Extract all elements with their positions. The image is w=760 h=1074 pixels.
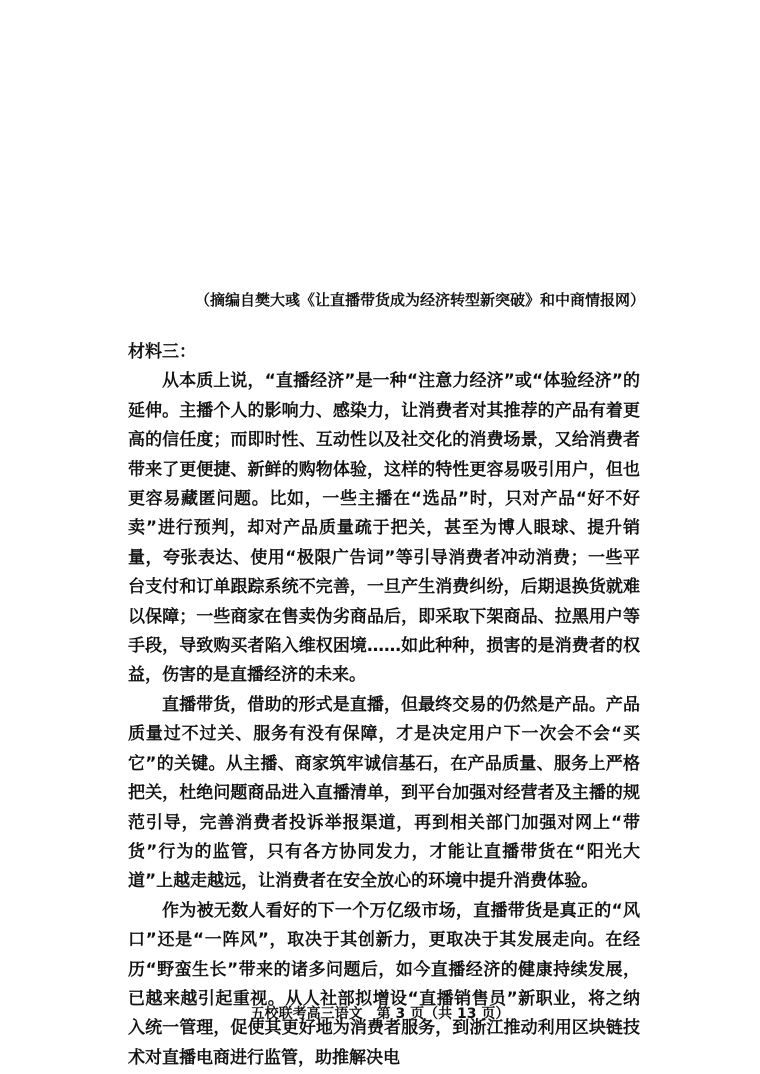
paragraph: 作为被无数人看好的下一个万亿级市场，直播带货是真正的“风口”还是“一阵风”，取决于其创新力，更取决于其发展走向。在经历“野蛮生长”带来的诸多问题后，如今直播经济的健康持续发展，已越来越引起重视。从人社部拟增设“直播销售员”新职业，将之纳入统一管理，促使其更好地为消费者服务，到浙江推动利用区块链技术对直播电商进行监管，助推解决电 [128,900,640,1068]
page-footer: 五校联考高三语文 第 3 页（共 13 页） [250,1006,510,1022]
paragraph: 直播带货，借助的形式是直播，但最终交易的仍然是产品。产品质量过不过关、服务有没有保障，才是决定用户下一次会不会“买它”的关键。从主播、商家筑牢诚信基石，在产品质量、服务上严格把关，杜绝问题商品进入直播清单，到平台加强对经营者及主播的规范引导，完善消费者投诉举报渠道，再到相关部门加强对网上“带货”行为的监管，只有各方协同发力，才能让直播带货在“阳光大道”上越走越远，让消费者在安全放心的环境中提升消费体验。 [128,694,640,892]
article-body [128,338,640,1073]
source-citation: （摘编自樊大彧《让直播带货成为经济转型新突破》和中商情报网） [194,291,645,309]
paragraph: 从本质上说，“直播经济”是一种“注意力经济”或“体验经济”的延伸。主播个人的影响力、感染力，让消费者对其推荐的产品有着更高的信任度；而即时性、互动性以及社交化的消费场景，又给消费者带来了更便捷、新鲜的购物体验，这样的特性更容易吸引用户，但也更容易藏匿问题。比如，一些主播在“选品”时，只对产品“好不好卖”进行预判，却对产品质量疏于把关，甚至为博人眼球、提升销量，夸张表达、使用“极限广告词”等引导消费者冲动消费；一些平台支付和订单跟踪系统不完善，一旦产生消费纠纷，后期退换货就难以保障；一些商家在售卖伪劣商品后，即采取下架商品、拉黑用户等手段，导致购买者陷入维权困境……如此种种，损害的是消费者的权益，伤害的是直播经济的未来。 [128,371,640,686]
section-label: 材料三： [128,342,196,362]
